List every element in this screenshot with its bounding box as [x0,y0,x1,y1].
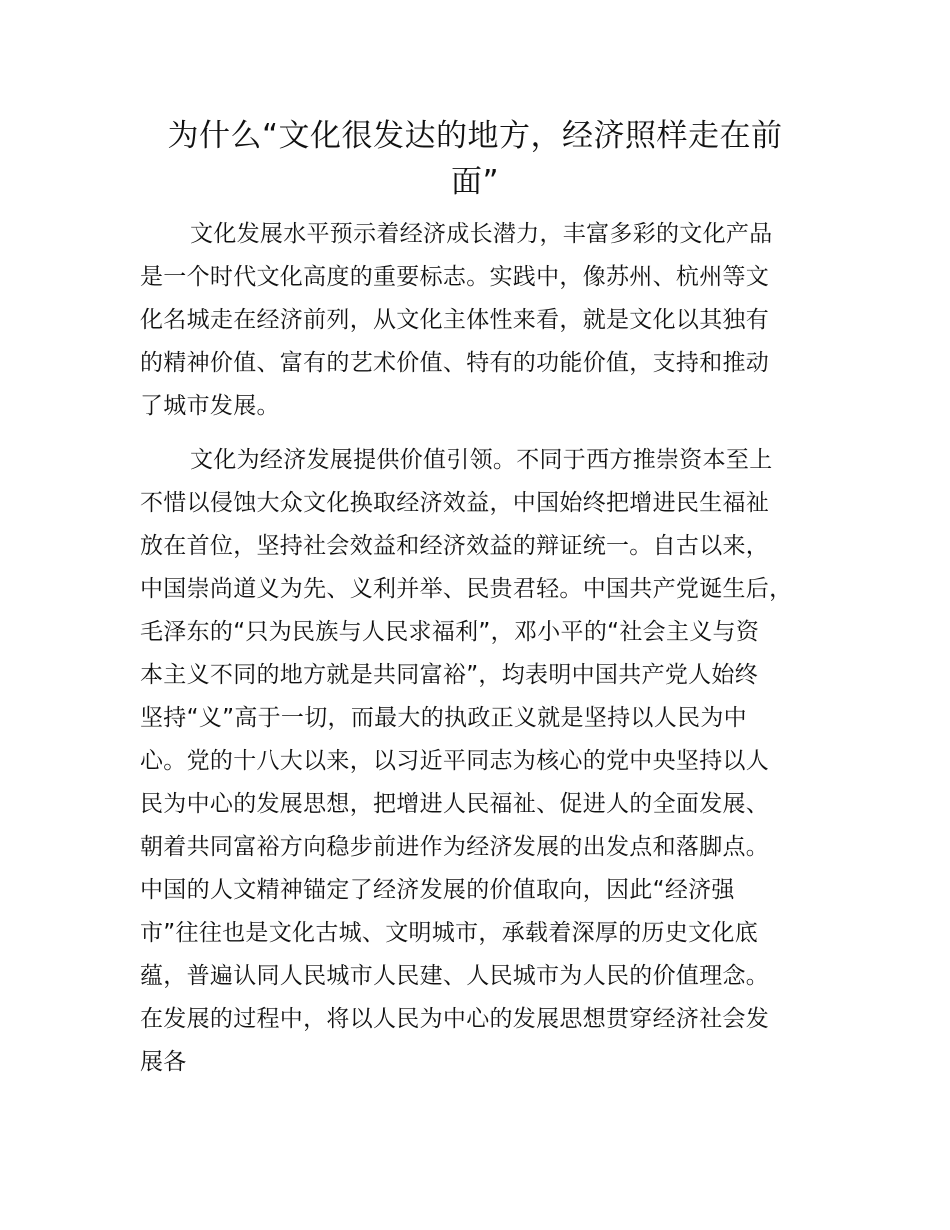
paragraph-line: 中国的人文精神锚定了经济发展的价值取向，因此“经济强 [140,877,735,903]
paragraph-line: 民为中心的发展思想，把增进人民福祉、促进人的全面发展、 [140,791,770,817]
paragraph-line: 的精神价值、富有的艺术价值、特有的功能价值，支持和推动 [140,350,770,376]
paragraph-line: 放在首位，坚持社会效益和经济效益的辩证统一。自古以来， [140,533,770,559]
document-title [140,113,810,205]
paragraph-line: 在发展的过程中，将以人民为中心的发展思想贯穿经济社会发 [140,1006,770,1032]
paragraph-line: 心。党的十八大以来，以习近平同志为核心的党中央坚持以人 [140,748,770,774]
paragraph-line: 蕴，普遍认同人民城市人民建、人民城市为人民的价值理念。 [140,963,770,989]
paragraph-line: 毛泽东的“只为民族与人民求福利”，邓小平的“社会主义与资 [140,619,760,645]
paragraph-line: 市”往往也是文化古城、文明城市，承载着深厚的历史文化底 [140,920,759,946]
title-line: 面” [450,164,500,200]
title-line: 为什么“文化很发达的地方，经济照样走在前 [167,118,783,154]
paragraph-line: 了城市发展。 [140,393,280,419]
paragraph-line: 化名城走在经济前列，从文化主体性来看，就是文化以其独有 [140,307,770,333]
paragraph-line: 朝着共同富裕方向稳步前进作为经济发展的出发点和落脚点。 [140,834,770,860]
paragraph-line: 本主义不同的地方就是共同富裕”，均表明中国共产党人始终 [140,662,759,688]
paragraph-line: 不惜以侵蚀大众文化换取经济效益，中国始终把增进民生福祉 [140,490,770,516]
paragraph-line: 展各 [140,1049,187,1075]
paragraph-line: 文化为经济发展提供价值引领。不同于西方推崇资本至上 [190,447,773,473]
paragraph-line: 坚持“义”高于一切，而最大的执政正义就是坚持以人民为中 [140,705,747,731]
paragraph-line: 文化发展水平预示着经济成长潜力，丰富多彩的文化产品 [190,221,773,247]
paragraph-line: 中国崇尚道义为先、义利并举、民贵君轻。中国共产党诞生后， [140,576,793,602]
paragraph-line: 是一个时代文化高度的重要标志。实践中，像苏州、杭州等文 [140,264,770,290]
